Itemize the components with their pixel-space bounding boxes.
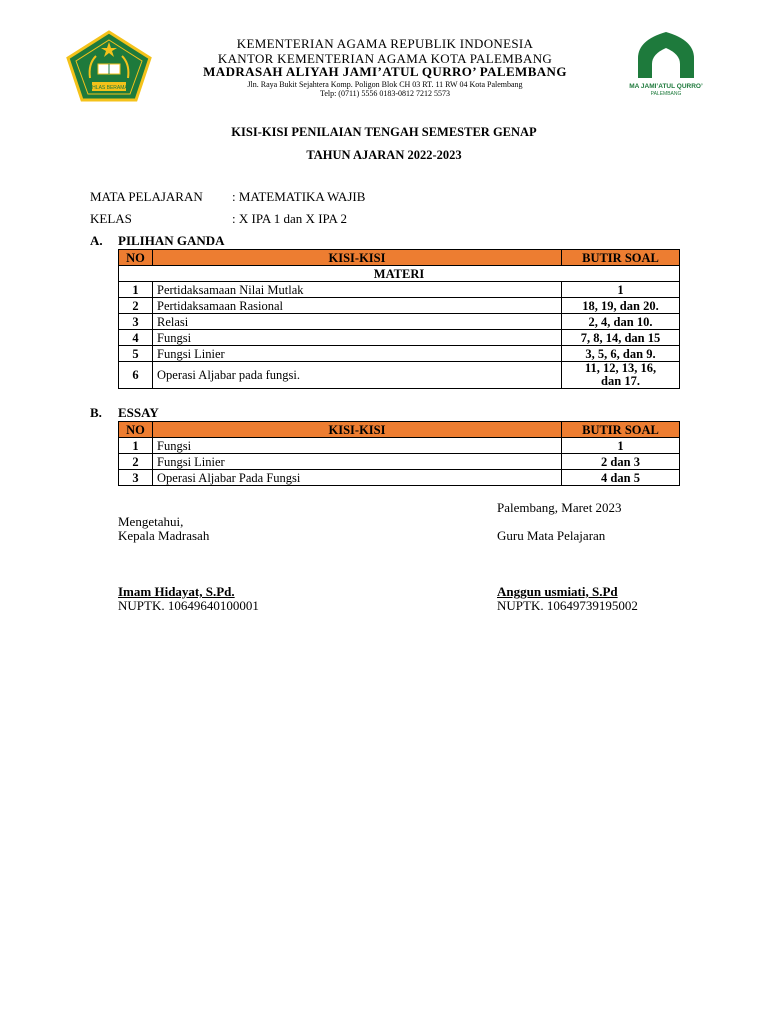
- section-b-title: ESSAY: [118, 405, 159, 420]
- row-butir: 7, 8, 14, dan 15: [562, 330, 680, 346]
- headmaster-name: Imam Hidayat, S.Pd.: [118, 584, 235, 599]
- section-a-title: PILIHAN GANDA: [118, 233, 225, 248]
- multiple-choice-table: [118, 249, 680, 389]
- row-butir: [562, 362, 680, 389]
- header-no: NO: [119, 250, 153, 266]
- subject-label: MATA PELAJARAN: [90, 189, 203, 204]
- row-butir: 2 dan 3: [562, 454, 680, 470]
- table-row: [119, 362, 680, 389]
- row-no: 1: [119, 438, 153, 454]
- school-phone: Telp: (0711) 5556 0183-0812 7212 5573: [319, 89, 451, 98]
- table-row: [119, 330, 680, 346]
- school-logo: [618, 28, 714, 98]
- header-butir: BUTIR SOAL: [562, 250, 680, 266]
- row-no: 2: [119, 454, 153, 470]
- subject-value: : MATEMATIKA WAJIB: [232, 189, 366, 204]
- table-row: [119, 298, 680, 314]
- headmaster-label: Kepala Madrasah: [118, 528, 210, 543]
- row-kisi: Fungsi Linier: [153, 346, 562, 362]
- school-name: MADRASAH ALIYAH JAMI’ATUL QURRO’ PALEMBANG: [203, 64, 567, 79]
- row-butir: 18, 19, dan 20.: [562, 298, 680, 314]
- headmaster-nuptk: NUPTK. 10649640100001: [118, 598, 259, 613]
- row-no: 5: [119, 346, 153, 362]
- logo-motto: IKHLAS BERAMAL: [87, 85, 131, 91]
- table-row: [119, 438, 680, 454]
- school-address: Jln. Raya Bukit Sejahtera Komp. Poligon Blok CH 03 RT. 11 RW 04 Kota Palembang: [247, 80, 523, 89]
- document-title: KISI-KISI PENILAIAN TENGAH SEMESTER GENAP: [231, 125, 537, 139]
- essay-table: [118, 421, 680, 486]
- row-no: 3: [119, 314, 153, 330]
- row-butir-line: 11, 12, 13, 16,: [584, 361, 657, 375]
- row-no: 4: [119, 330, 153, 346]
- ministry-name: KEMENTERIAN AGAMA REPUBLIK INDONESIA: [236, 36, 534, 51]
- table-subheader-row: [119, 266, 680, 282]
- row-kisi: Operasi Aljabar Pada Fungsi: [153, 470, 562, 486]
- table-row: [119, 470, 680, 486]
- row-no: 6: [119, 362, 153, 389]
- row-butir: 4 dan 5: [562, 470, 680, 486]
- row-butir-line: dan 17.: [601, 374, 640, 388]
- row-butir: 3, 5, 6, dan 9.: [562, 346, 680, 362]
- table-header-row: [119, 422, 680, 438]
- row-no: 1: [119, 282, 153, 298]
- section-a-marker: A.: [90, 233, 103, 248]
- header-kisi: KISI-KISI: [153, 250, 562, 266]
- row-kisi: Relasi: [153, 314, 562, 330]
- row-kisi: Pertidaksamaan Rasional: [153, 298, 562, 314]
- row-no: 3: [119, 470, 153, 486]
- row-butir: 1: [562, 282, 680, 298]
- table-row: [119, 282, 680, 298]
- teacher-name: Anggun usmiati, S.Pd: [497, 584, 618, 599]
- teacher-nuptk: NUPTK. 10649739195002: [497, 598, 638, 613]
- section-b-marker: B.: [90, 405, 102, 420]
- kemenag-logo: [66, 30, 152, 102]
- row-kisi: Fungsi Linier: [153, 454, 562, 470]
- class-label: KELAS: [90, 211, 132, 226]
- row-kisi: Pertidaksamaan Nilai Mutlak: [153, 282, 562, 298]
- row-no: 2: [119, 298, 153, 314]
- table-header-row: [119, 250, 680, 266]
- class-value: : X IPA 1 dan X IPA 2: [232, 211, 347, 226]
- row-kisi: Fungsi: [153, 438, 562, 454]
- place-date: Palembang, Maret 2023: [497, 500, 622, 515]
- logo-school-name: MA JAMI’ATUL QURRO’: [629, 83, 703, 90]
- header-butir: BUTIR SOAL: [562, 422, 680, 438]
- table-row: [119, 454, 680, 470]
- row-kisi: Operasi Aljabar pada fungsi.: [153, 362, 562, 389]
- header-no: NO: [119, 422, 153, 438]
- row-butir: 1: [562, 438, 680, 454]
- office-name: KANTOR KEMENTERIAN AGAMA KOTA PALEMBANG: [217, 51, 553, 66]
- materi-subheader: MATERI: [119, 266, 680, 282]
- teacher-label: Guru Mata Pelajaran: [497, 528, 606, 543]
- acknowledged-label: Mengetahui,: [118, 514, 184, 529]
- academic-year: TAHUN AJARAN 2022-2023: [306, 148, 462, 162]
- logo-school-city: PALEMBANG: [650, 91, 682, 97]
- header-kisi: KISI-KISI: [153, 422, 562, 438]
- table-row: [119, 314, 680, 330]
- row-butir: 2, 4, dan 10.: [562, 314, 680, 330]
- table-row: [119, 346, 680, 362]
- row-kisi: Fungsi: [153, 330, 562, 346]
